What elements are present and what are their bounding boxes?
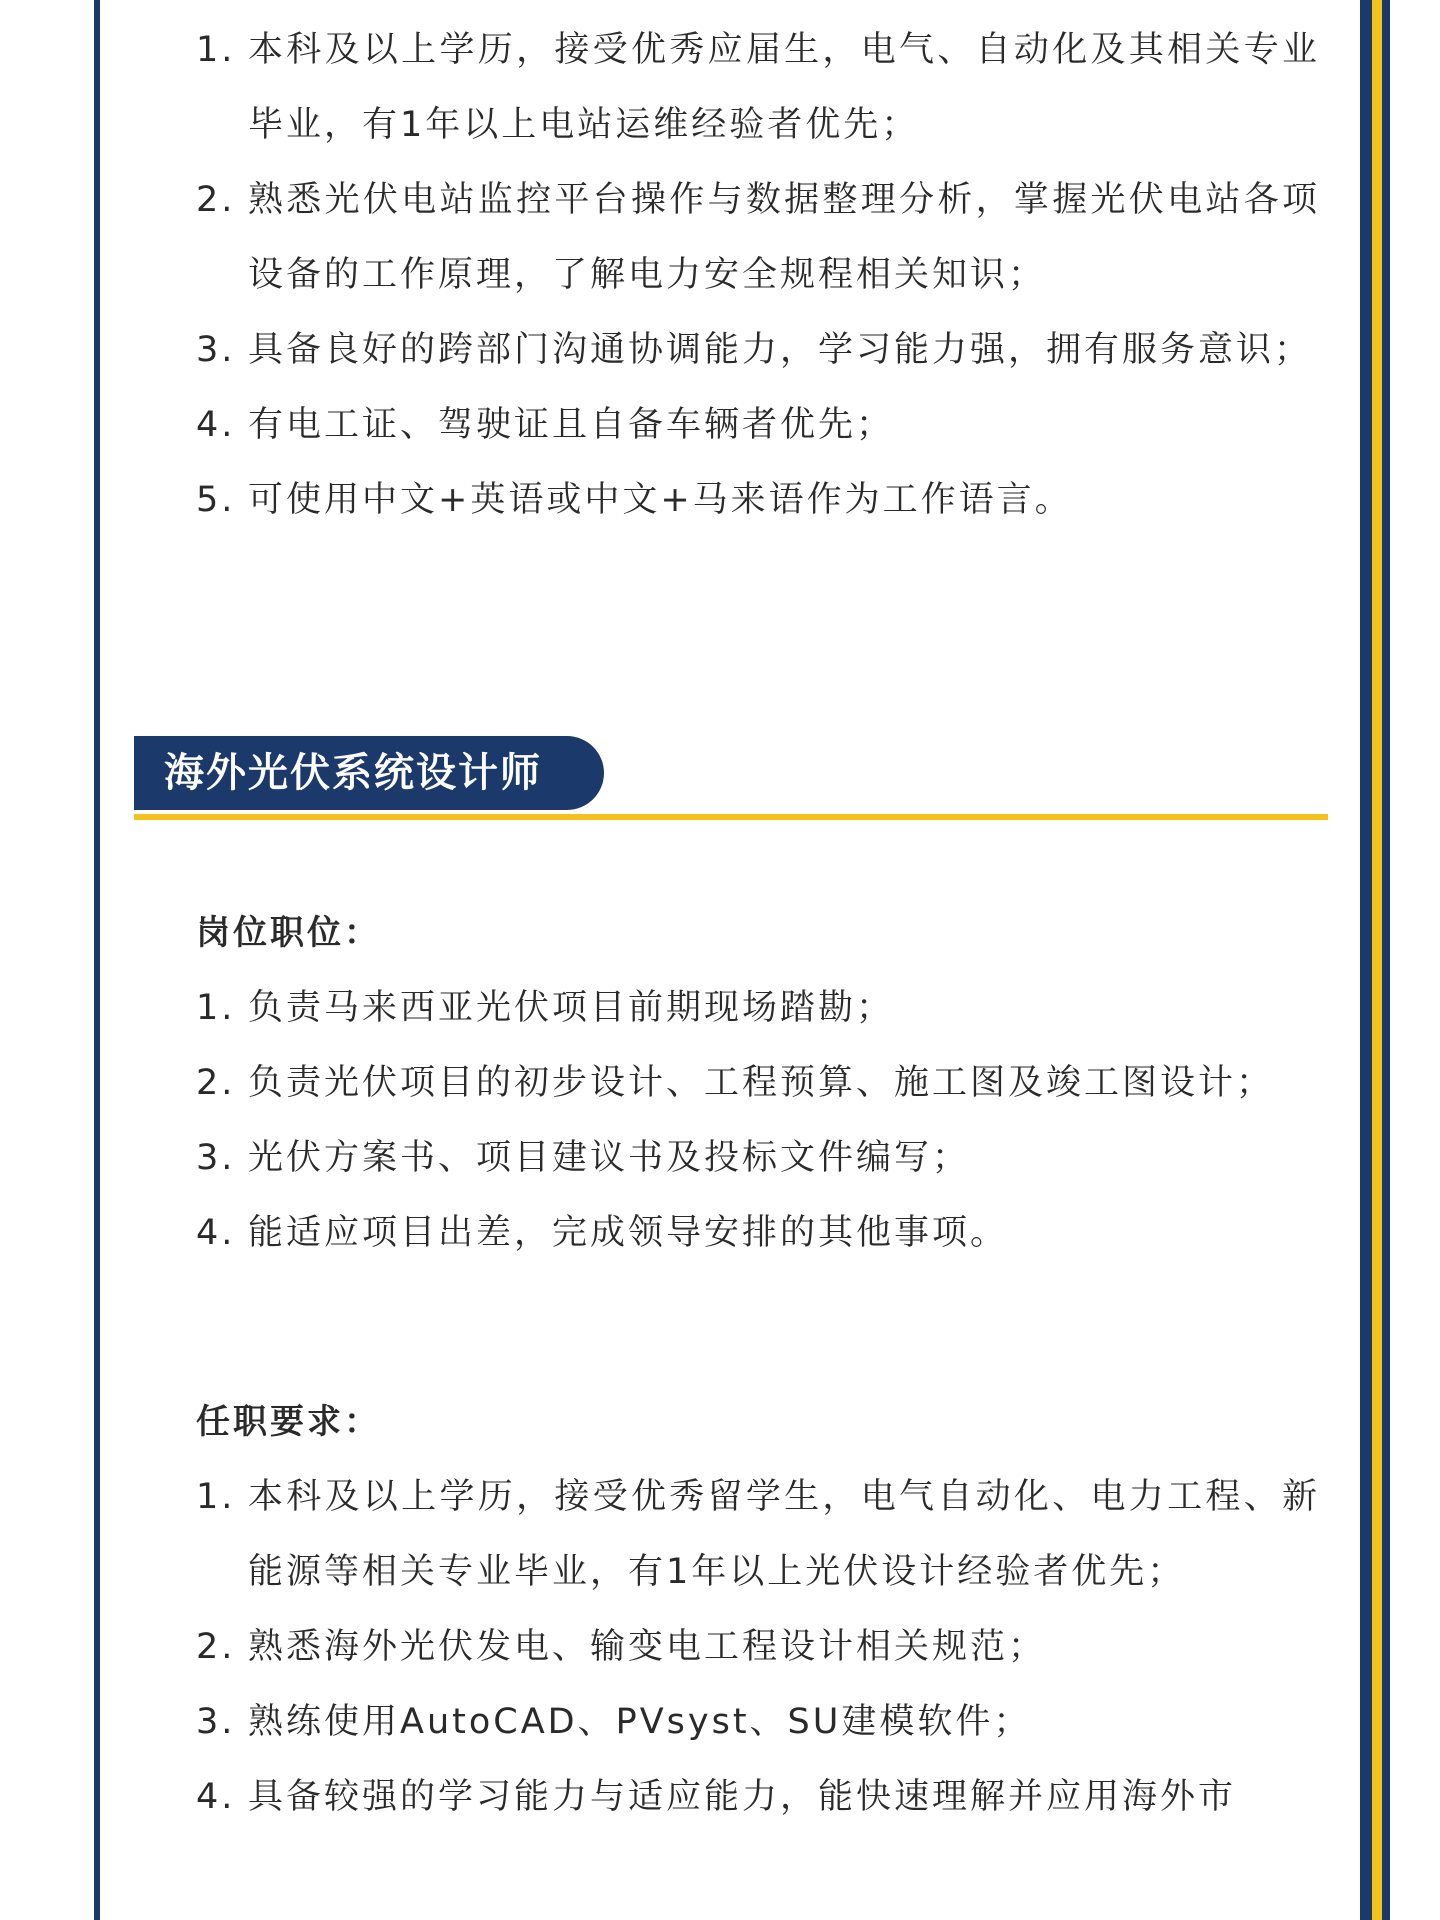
right-border-yellow xyxy=(1372,0,1382,1920)
list-item-number: 3. xyxy=(196,330,236,370)
list-item-number: 1. xyxy=(196,988,236,1028)
list-item xyxy=(196,388,1320,463)
list-item-text: 能适应项目出差，完成领导安排的其他事项。 xyxy=(248,1213,1009,1253)
list-item-text: 具备较强的学习能力与适应能力，能快速理解并应用海外市 xyxy=(248,1777,1237,1817)
duties-list xyxy=(196,971,1320,1271)
list-item xyxy=(196,971,1320,1046)
requirements-list xyxy=(196,13,1320,538)
duties-heading: 岗位职位： xyxy=(196,913,381,953)
list-item-text: 熟练使用AutoCAD、PVsyst、SU建模软件； xyxy=(248,1702,1032,1742)
list-item-number: 1. xyxy=(196,30,236,70)
list-item-number: 5. xyxy=(196,480,236,520)
section-header xyxy=(134,736,1328,826)
list-item-number: 4. xyxy=(196,1777,236,1817)
list-item-text: 本科及以上学历，接受优秀留学生，电气自动化、电力工程、新能源等相关专业毕业，有1年以上光伏设计经验者优先； xyxy=(248,1477,1320,1592)
list-item-number: 4. xyxy=(196,405,236,445)
list-item-number: 1. xyxy=(196,1477,236,1517)
list-item-number: 2. xyxy=(196,1063,236,1103)
list-item xyxy=(196,1685,1320,1760)
list-item xyxy=(196,1760,1320,1835)
list-item-text: 有电工证、驾驶证且自备车辆者优先； xyxy=(248,405,895,445)
section2-duties xyxy=(196,896,1320,1271)
section2-requirements xyxy=(196,1385,1320,1835)
list-item xyxy=(196,1610,1320,1685)
list-item-text: 光伏方案书、项目建议书及投标文件编写； xyxy=(248,1138,971,1178)
right-border-navy xyxy=(1360,0,1372,1920)
list-item-number: 2. xyxy=(196,1627,236,1667)
list-item xyxy=(196,1460,1320,1610)
list-item-text: 熟悉海外光伏发电、输变电工程设计相关规范； xyxy=(248,1627,1047,1667)
list-item-text: 负责光伏项目的初步设计、工程预算、施工图及竣工图设计； xyxy=(248,1063,1275,1103)
section1-requirements xyxy=(196,13,1320,538)
section-title-rule xyxy=(134,814,1328,820)
list-item-text: 负责马来西亚光伏项目前期现场踏勘； xyxy=(248,988,895,1028)
section-title: 海外光伏系统设计师 xyxy=(134,736,604,810)
requirements-heading: 任职要求： xyxy=(196,1402,381,1442)
requirements-list xyxy=(196,1460,1320,1835)
list-item xyxy=(196,1046,1320,1121)
list-item-text: 具备良好的跨部门沟通协调能力，学习能力强，拥有服务意识； xyxy=(248,330,1313,370)
list-item xyxy=(196,163,1320,313)
list-item-number: 4. xyxy=(196,1213,236,1253)
list-item-text: 可使用中文+英语或中文+马来语作为工作语言。 xyxy=(248,480,1073,520)
list-item-number: 2. xyxy=(196,180,236,220)
list-item xyxy=(196,13,1320,163)
list-item-number: 3. xyxy=(196,1138,236,1178)
list-item-text: 熟悉光伏电站监控平台操作与数据整理分析，掌握光伏电站各项设备的工作原理，了解电力安全规程相关知识； xyxy=(248,180,1320,295)
list-item-number: 3. xyxy=(196,1702,236,1742)
list-item xyxy=(196,1196,1320,1271)
list-item-text: 本科及以上学历，接受优秀应届生，电气、自动化及其相关专业毕业，有1年以上电站运维经验者优先； xyxy=(248,30,1320,145)
list-item xyxy=(196,1121,1320,1196)
right-border-navy-outer xyxy=(1382,0,1390,1920)
list-item xyxy=(196,313,1320,388)
list-item xyxy=(196,463,1320,538)
left-border xyxy=(94,0,100,1920)
